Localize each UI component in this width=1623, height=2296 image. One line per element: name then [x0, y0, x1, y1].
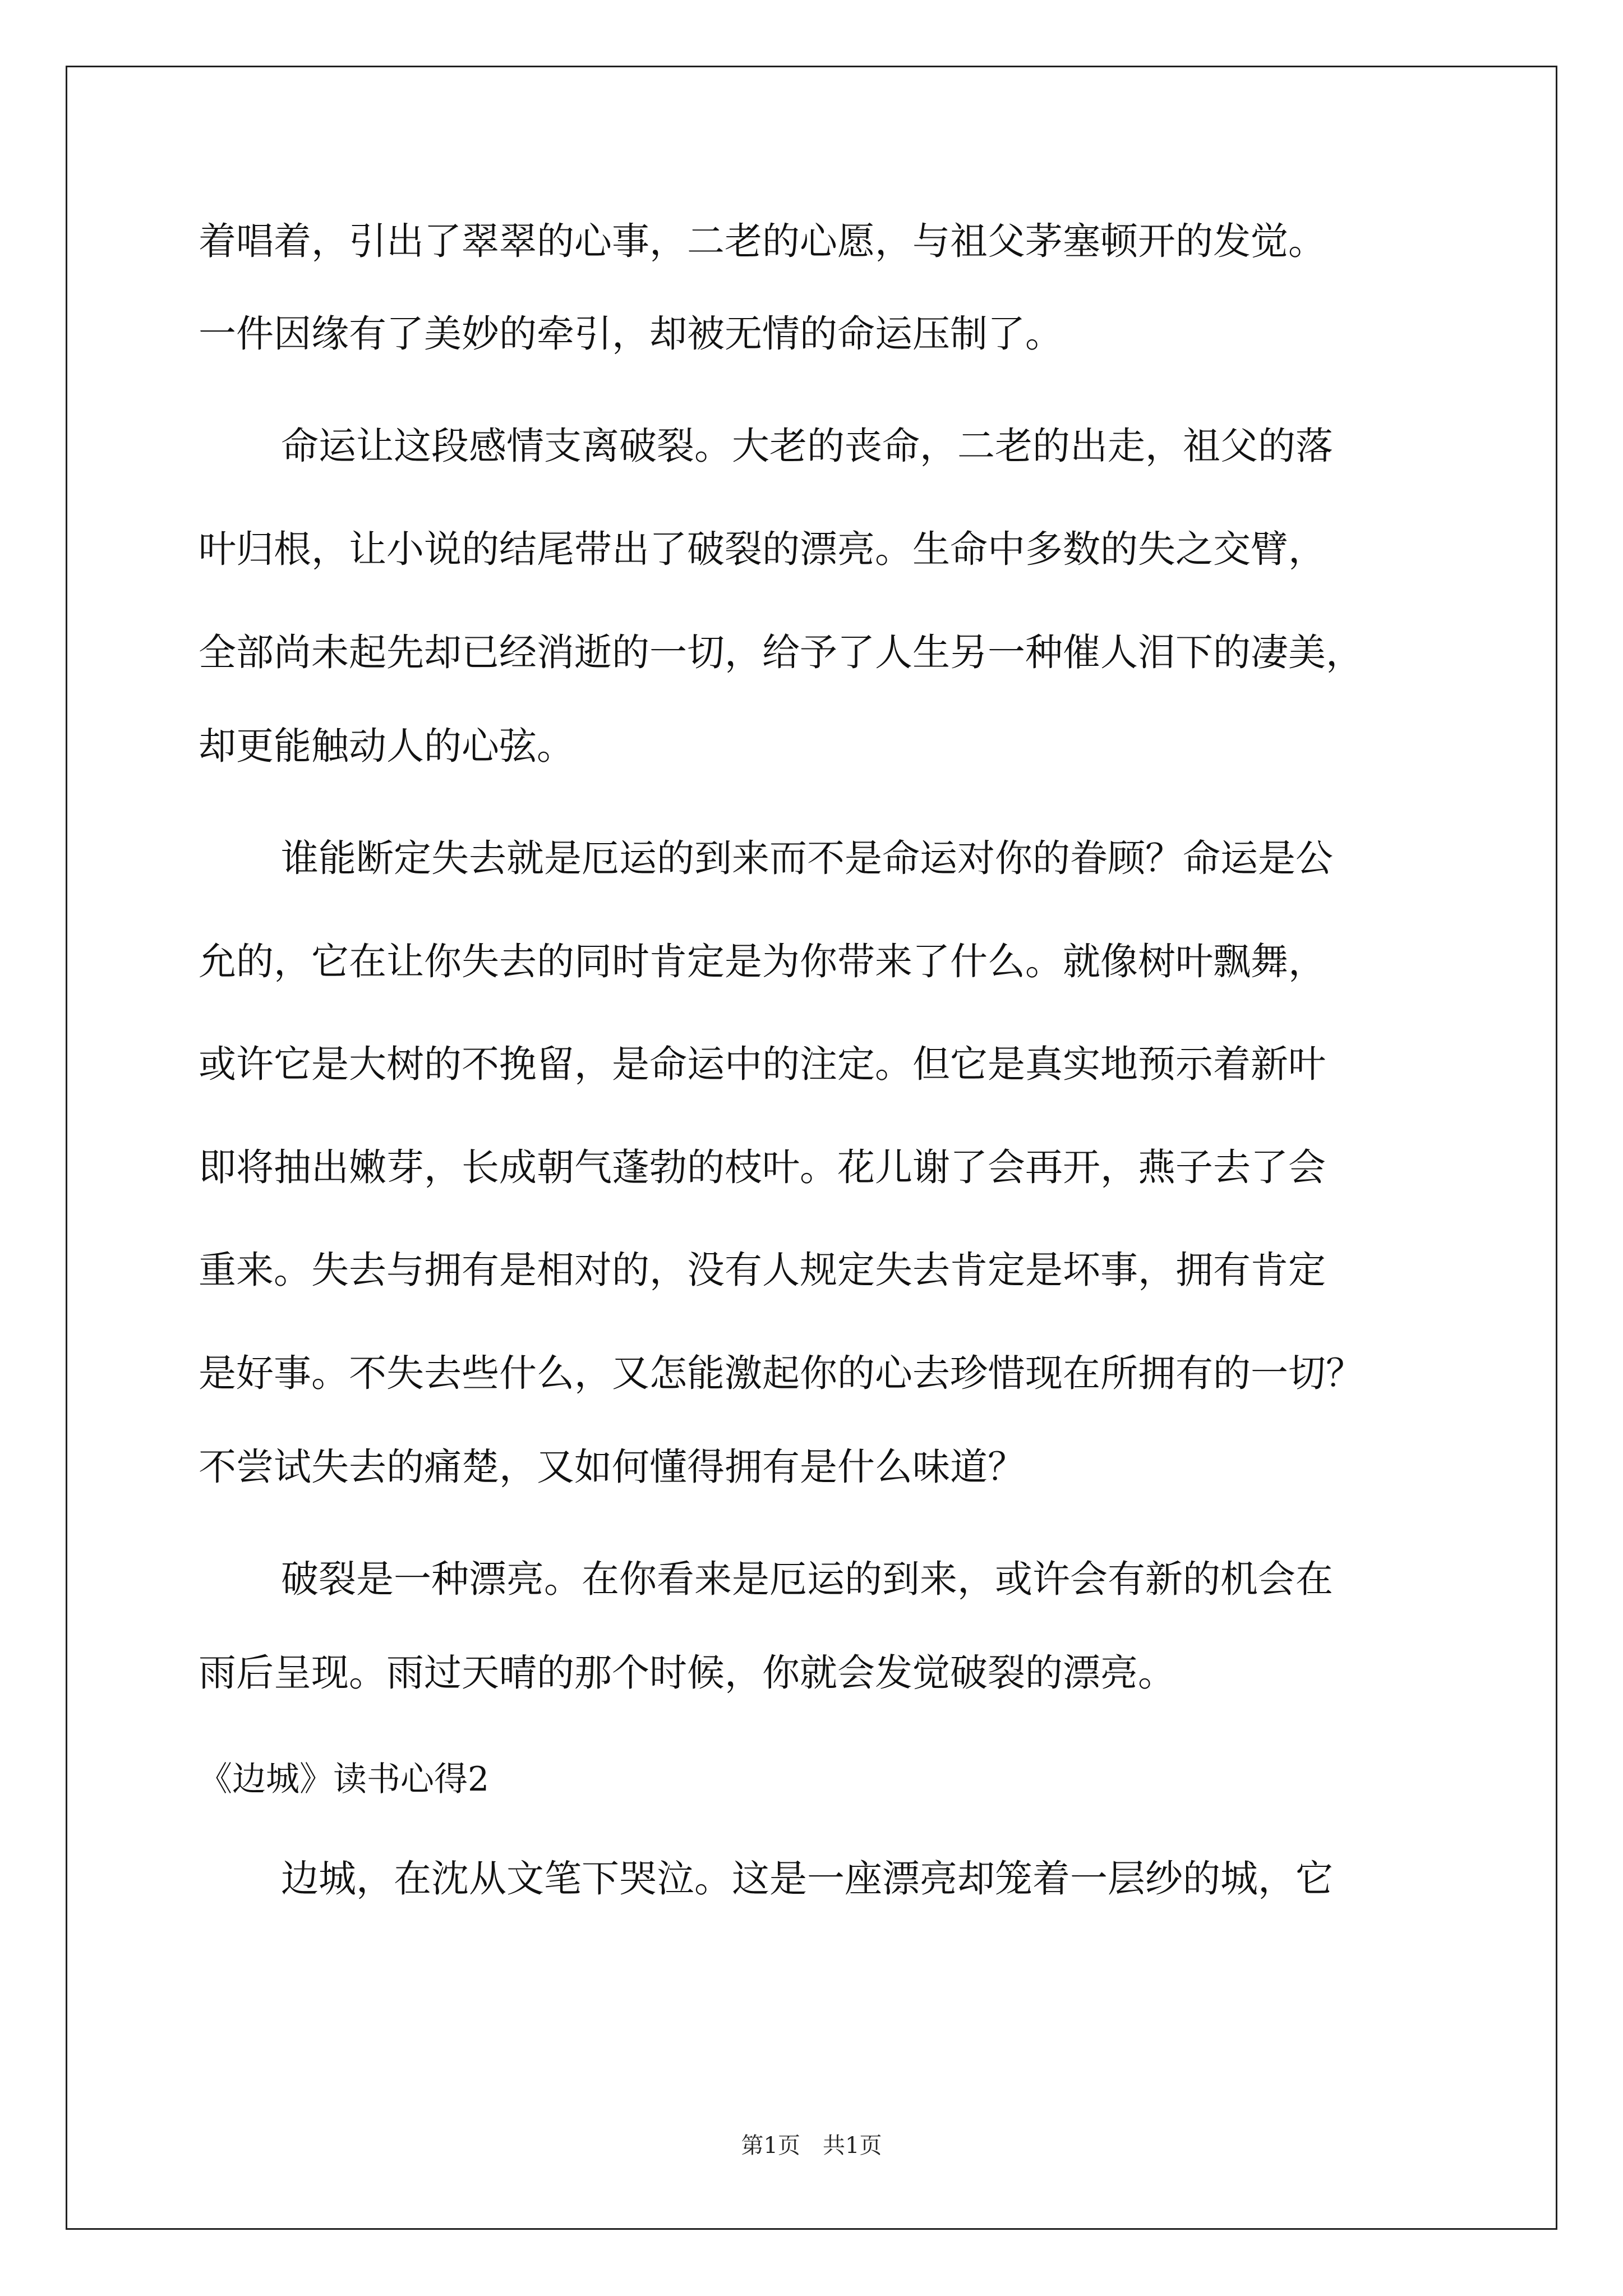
text-line: 谁能断定失去就是厄运的到来而不是命运对你的眷顾？命运是公 — [281, 836, 1333, 880]
text-line: 全部尚未起先却已经消逝的一切，给予了人生另一种催人泪下的凄美， — [199, 631, 1363, 674]
text-line: 边城，在沈从文笔下哭泣。这是一座漂亮却笼着一层纱的城，它 — [281, 1857, 1333, 1901]
text-line: 不尝试失去的痛楚，又如何懂得拥有是什么味道？ — [199, 1445, 1025, 1489]
text-line: 重来。失去与拥有是相对的，没有人规定失去肯定是坏事，拥有肯定 — [199, 1248, 1326, 1292]
text-line: 却更能触动人的心弦。 — [199, 724, 574, 768]
page-footer: 第1页 共1页 — [741, 2133, 882, 2159]
text-line: 即将抽出嫩芽，长成朝气蓬勃的枝叶。花儿谢了会再开，燕子去了会 — [199, 1145, 1326, 1189]
text-line: 雨后呈现。雨过天晴的那个时候，你就会发觉破裂的漂亮。 — [199, 1651, 1175, 1695]
text-line: 或许它是大树的不挽留，是命运中的注定。但它是真实地预示着新叶 — [199, 1042, 1326, 1086]
section-heading: 《边城》读书心得2 — [199, 1760, 490, 1799]
text-line: 破裂是一种漂亮。在你看来是厄运的到来，或许会有新的机会在 — [281, 1557, 1333, 1601]
text-line: 一件因缘有了美妙的牵引，却被无情的命运压制了。 — [199, 312, 1063, 356]
text-line: 命运让这段感情支离破裂。大老的丧命，二老的出走，祖父的落 — [281, 424, 1333, 468]
text-line: 叶归根，让小说的结尾带出了破裂的漂亮。生命中多数的失之交臂， — [199, 527, 1326, 571]
text-line: 允的，它在让你失去的同时肯定是为你带来了什么。就像树叶飘舞， — [199, 940, 1326, 983]
text-line: 是好事。不失去些什么，又怎能激起你的心去珍惜现在所拥有的一切？ — [199, 1351, 1363, 1395]
text-line: 着唱着，引出了翠翠的心事，二老的心愿，与祖父茅塞顿开的发觉。 — [199, 219, 1326, 263]
